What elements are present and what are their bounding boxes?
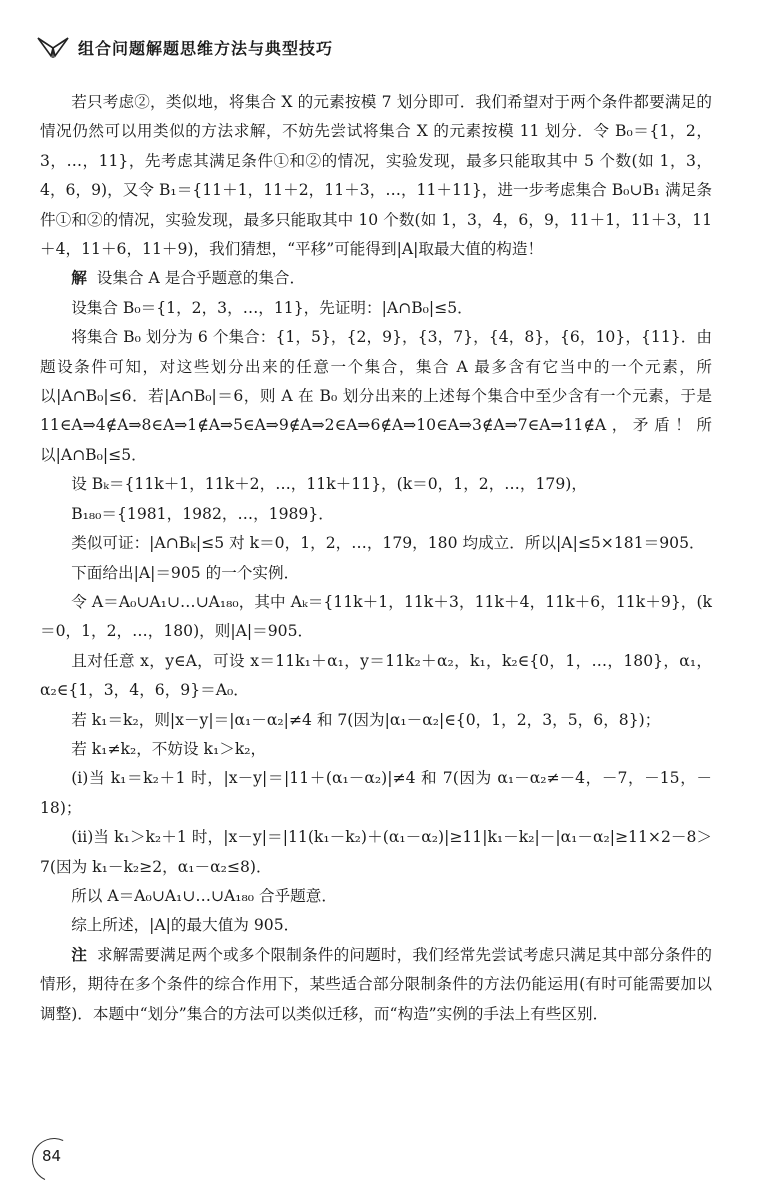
solution-paragraph: [40, 264, 712, 293]
page-number-badge: [32, 1138, 74, 1172]
body-paragraph: B₁₈₀＝{1981，1982，…，1989}．: [71, 504, 334, 523]
body-paragraph: 将集合 B₀ 划分为 6 个集合：{1，5}，{2，9}，{3，7}，{4，8}，{6，10}，{11}．由题设条件可知，对这些划分出来的任意一个集合，集合 A 最多含有它当中的一个元素，所以|A∩B₀|≤6．若|A∩B₀|＝6，则 A 在 B₀ 划分出来的上述每个集合中至少含有一个元素，于是 11∈A⇒4∉A⇒8∈A⇒1∉A⇒5∈A⇒9∉A⇒2∈A⇒6∉A⇒10∈A⇒3∉A⇒7∈A⇒11∉A，矛盾！所以|A∩B₀|≤5．: [40, 328, 712, 464]
book-logo-icon: [36, 34, 70, 60]
body-paragraph: (i)当 k₁＝k₂＋1 时，|x－y|＝|11＋(α₁－α₂)|≠4 和 7(因为 α₁－α₂≠－4，－7，－15，－18)；: [40, 769, 712, 817]
page-number: 84: [42, 1147, 62, 1165]
body-paragraph: 设 Bₖ＝{11k＋1，11k＋2，…，11k＋11}，(k＝0，1，2，…，179)，: [71, 475, 587, 494]
body-paragraph: 类似可证：|A∩Bₖ|≤5 对 k＝0，1，2，…，179，180 均成立．所以|A|≤5×181＝905．: [71, 534, 705, 553]
note-label: 注: [71, 945, 87, 964]
intro-paragraph: 若只考虑②，类似地，将集合 X 的元素按模 7 划分即可．我们希望对于两个条件都要满足的情况仍然可以用类似的方法求解，不妨先尝试将集合 X 的元素按模 11 划分．令 B₀＝{1，2，3，…，11}，先考虑其满足条件①和②的情况，实验发现，最多只能取其中 5 个数(如 1，3，4，6，9)，又令 B₁＝{11＋1，11＋2，11＋3，…，11＋11}，进一步考虑集合 B₀∪B₁ 满足条件①和②的情况，实验发现，最多只能取其中 10 个数(如 1，3，4，6，9，11＋1，11＋3，11＋4，11＋6，11＋9)，我们猜想，“平移”可能得到|A|取最大值的构造！: [40, 93, 712, 259]
solution-text: 设集合 A 是合乎题意的集合．: [96, 269, 306, 288]
body-paragraph: 若 k₁＝k₂，则|x－y|＝|α₁－α₂|≠4 和 7(因为|α₁－α₂|∈{0，1，2，3，5，6，8})；: [71, 710, 661, 729]
note-text: 求解需要满足两个或多个限制条件的问题时，我们经常先尝试考虑只满足其中部分条件的情形，期待在多个条件的综合作用下，某些适合部分限制条件的方法仍能运用(有时可能需要加以调整)．本题中“划分”集合的方法可以类似迁移，而“构造”实例的手法上有些区别．: [40, 945, 712, 1023]
body-paragraph: (ii)当 k₁＞k₂＋1 时，|x－y|＝|11(k₁－k₂)＋(α₁－α₂)|≥11|k₁－k₂|－|α₁－α₂|≥11×2－8＞7(因为 k₁－k₂≥2，α₁－α₂≤8)．: [40, 828, 712, 876]
body-paragraph: 下面给出|A|＝905 的一个实例．: [71, 563, 300, 582]
page-body: [40, 88, 712, 1029]
running-header: [36, 34, 333, 60]
body-paragraph: 所以 A＝A₀∪A₁∪…∪A₁₈₀ 合乎题意．: [71, 886, 337, 905]
body-paragraph: 设集合 B₀＝{1，2，3，…，11}，先证明：|A∩B₀|≤5．: [71, 298, 473, 317]
body-paragraph: 综上所述，|A|的最大值为 905．: [71, 916, 300, 935]
solution-label: 解: [71, 269, 87, 288]
body-paragraph: 令 A＝A₀∪A₁∪…∪A₁₈₀，其中 Aₖ＝{11k＋1，11k＋3，11k＋4，11k＋6，11k＋9}，(k＝0，1，2，…，180)，则|A|＝905．: [40, 592, 712, 641]
body-paragraph: 且对任意 x，y∈A，可设 x＝11k₁＋α₁，y＝11k₂＋α₂，k₁，k₂∈{0，1，…，180}，α₁，α₂∈{1，3，4，6，9}＝A₀．: [40, 651, 712, 700]
book-title: 组合问题解题思维方法与典型技巧: [78, 38, 334, 58]
body-paragraph: 若 k₁≠k₂，不妨设 k₁＞k₂，: [71, 739, 267, 758]
note-paragraph: [40, 941, 712, 1029]
